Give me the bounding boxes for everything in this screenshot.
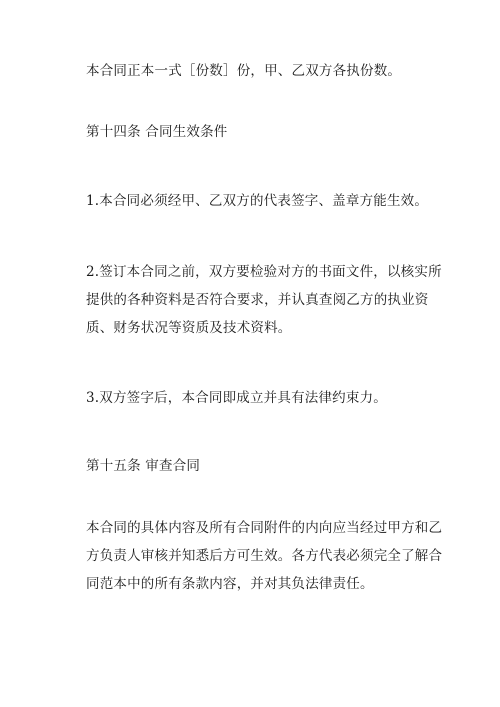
article-15-body: 本合同的具体内容及所有合同附件的内向应当经过甲方和乙方负责人审核并知悉后方可生效。各方代表必须完全了解合同范本中的所有条款内容，并对其负法律责任。 — [86, 520, 443, 592]
article-14-item-2: 2.签订本合同之前，双方要检验对方的书面文件，以核实所提供的各种资料是否符合要求，并认真查阅乙方的执业资质、财务状况等资质及技术资料。 — [86, 264, 442, 336]
article-14-item-1: 1.本合同必须经甲、乙双方的代表签字、盖章方能生效。 — [86, 193, 429, 209]
article-14-heading: 第十四条 合同生效条件 — [86, 124, 228, 140]
copies-clause-text: 本合同正本一式［份数］份，甲、乙双方各执份数。 — [86, 63, 402, 79]
article-15-heading: 第十五条 审查合同 — [86, 458, 201, 474]
article-14-item-3: 3.双方签字后，本合同即成立并具有法律约束力。 — [86, 390, 387, 406]
